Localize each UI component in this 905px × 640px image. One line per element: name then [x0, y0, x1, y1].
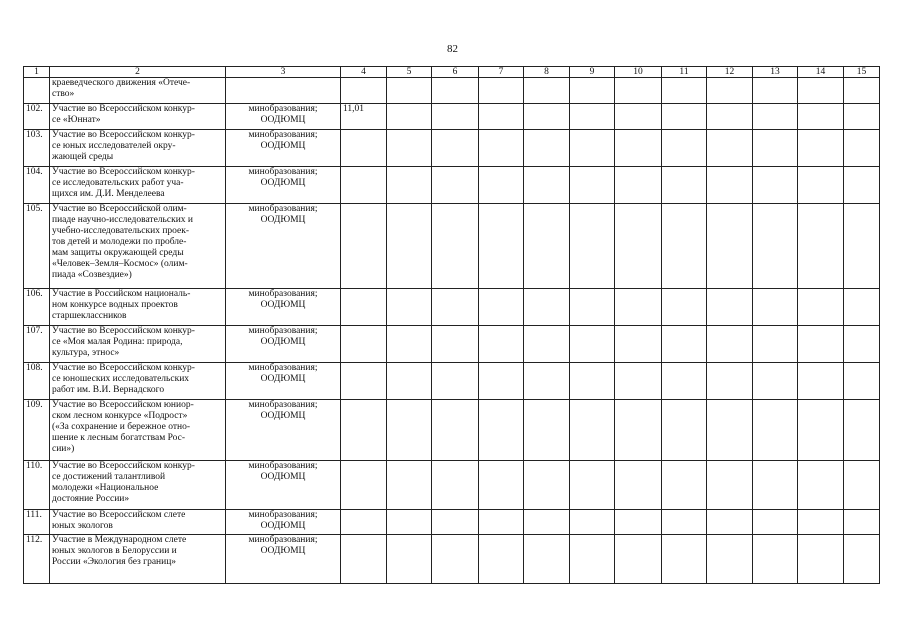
empty-cell-col-7 — [479, 400, 524, 461]
empty-cell-col-12 — [707, 326, 753, 363]
empty-cell-col-13 — [753, 535, 798, 584]
executor: минобразования; ООДЮМЦ — [226, 510, 341, 535]
value-col-4 — [341, 363, 387, 400]
value-col-4 — [341, 289, 387, 326]
empty-cell-col-10 — [615, 167, 662, 204]
empty-cell-col-5 — [387, 535, 432, 584]
empty-cell-col-5 — [387, 130, 432, 167]
empty-cell-col-7 — [479, 289, 524, 326]
empty-cell-col-10 — [615, 326, 662, 363]
empty-cell-col-7 — [479, 78, 524, 104]
empty-cell-col-7 — [479, 535, 524, 584]
empty-cell-col-13 — [753, 78, 798, 104]
empty-cell-col-11 — [662, 104, 707, 130]
row-number: 103. — [24, 130, 50, 167]
value-col-4 — [341, 78, 387, 104]
empty-cell-col-6 — [432, 167, 479, 204]
empty-cell-col-9 — [570, 289, 615, 326]
empty-cell-col-15 — [844, 510, 880, 535]
table-row — [24, 535, 880, 584]
empty-cell-col-7 — [479, 510, 524, 535]
empty-cell-col-9 — [570, 400, 615, 461]
empty-cell-col-8 — [524, 104, 570, 130]
empty-cell-col-11 — [662, 400, 707, 461]
table-row — [24, 78, 880, 104]
empty-cell-col-12 — [707, 510, 753, 535]
empty-cell-col-14 — [798, 461, 844, 510]
empty-cell-col-8 — [524, 363, 570, 400]
column-header-3: 3 — [226, 67, 341, 78]
empty-cell-col-11 — [662, 363, 707, 400]
empty-cell-col-9 — [570, 535, 615, 584]
activity-name: Участие в Международном слете юных экологов в Белоруссии и России «Экология без границ» — [50, 535, 226, 584]
empty-cell-col-13 — [753, 289, 798, 326]
value-col-4 — [341, 204, 387, 289]
row-number: 107. — [24, 326, 50, 363]
empty-cell-col-9 — [570, 326, 615, 363]
empty-cell-col-14 — [798, 130, 844, 167]
empty-cell-col-15 — [844, 104, 880, 130]
activity-name: Участие во Всероссийской олим- пиаде научно-исследовательских и учебно-исследовательских проек- тов детей и молодежи по пробле- мам защиты окружающей среды «Человек–Земля–Космос» (олим- пиада «Созвездие») — [50, 204, 226, 289]
column-header-6: 6 — [432, 67, 479, 78]
empty-cell-col-12 — [707, 461, 753, 510]
empty-cell-col-11 — [662, 130, 707, 167]
executor: минобразования; ООДЮМЦ — [226, 461, 341, 510]
activity-name: Участие во Всероссийском конкур- се исследовательских работ уча- щихся им. Д.И. Менделеева — [50, 167, 226, 204]
empty-cell-col-14 — [798, 535, 844, 584]
executor — [226, 78, 341, 104]
column-header-15: 15 — [844, 67, 880, 78]
column-header-12: 12 — [707, 67, 753, 78]
empty-cell-col-13 — [753, 130, 798, 167]
empty-cell-col-15 — [844, 204, 880, 289]
empty-cell-col-6 — [432, 130, 479, 167]
empty-cell-col-11 — [662, 167, 707, 204]
column-header-9: 9 — [570, 67, 615, 78]
empty-cell-col-9 — [570, 461, 615, 510]
empty-cell-col-8 — [524, 535, 570, 584]
empty-cell-col-15 — [844, 461, 880, 510]
empty-cell-col-10 — [615, 461, 662, 510]
column-header-2: 2 — [50, 67, 226, 78]
table-row — [24, 400, 880, 461]
empty-cell-col-12 — [707, 130, 753, 167]
empty-cell-col-13 — [753, 461, 798, 510]
empty-cell-col-6 — [432, 78, 479, 104]
empty-cell-col-6 — [432, 535, 479, 584]
activity-name: краеведческого движения «Отече- ство» — [50, 78, 226, 104]
empty-cell-col-9 — [570, 363, 615, 400]
value-col-4 — [341, 461, 387, 510]
empty-cell-col-12 — [707, 104, 753, 130]
empty-cell-col-14 — [798, 78, 844, 104]
empty-cell-col-9 — [570, 130, 615, 167]
empty-cell-col-14 — [798, 204, 844, 289]
empty-cell-col-5 — [387, 289, 432, 326]
empty-cell-col-15 — [844, 363, 880, 400]
activity-name: Участие во Всероссийском конкур- се юношеских исследовательских работ им. В.И. Вернадского — [50, 363, 226, 400]
empty-cell-col-6 — [432, 204, 479, 289]
empty-cell-col-11 — [662, 289, 707, 326]
empty-cell-col-10 — [615, 289, 662, 326]
empty-cell-col-15 — [844, 130, 880, 167]
empty-cell-col-10 — [615, 130, 662, 167]
table-row — [24, 130, 880, 167]
empty-cell-col-9 — [570, 104, 615, 130]
activity-name: Участие во Всероссийском конкур- се юных исследователей окру- жающей среды — [50, 130, 226, 167]
empty-cell-col-11 — [662, 78, 707, 104]
empty-cell-col-11 — [662, 461, 707, 510]
executor: минобразования; ООДЮМЦ — [226, 363, 341, 400]
column-header-13: 13 — [753, 67, 798, 78]
empty-cell-col-11 — [662, 204, 707, 289]
empty-cell-col-6 — [432, 461, 479, 510]
column-header-8: 8 — [524, 67, 570, 78]
empty-cell-col-5 — [387, 326, 432, 363]
empty-cell-col-14 — [798, 363, 844, 400]
empty-cell-col-11 — [662, 510, 707, 535]
header-row — [24, 67, 880, 78]
empty-cell-col-14 — [798, 510, 844, 535]
table-row — [24, 104, 880, 130]
empty-cell-col-7 — [479, 326, 524, 363]
empty-cell-col-13 — [753, 400, 798, 461]
empty-cell-col-13 — [753, 363, 798, 400]
empty-cell-col-10 — [615, 78, 662, 104]
column-header-1: 1 — [24, 67, 50, 78]
row-number: 106. — [24, 289, 50, 326]
value-col-4: 11,01 — [341, 104, 387, 130]
column-header-11: 11 — [662, 67, 707, 78]
row-number: 108. — [24, 363, 50, 400]
empty-cell-col-12 — [707, 289, 753, 326]
empty-cell-col-5 — [387, 78, 432, 104]
executor: минобразования; ООДЮМЦ — [226, 130, 341, 167]
empty-cell-col-12 — [707, 204, 753, 289]
empty-cell-col-6 — [432, 400, 479, 461]
table-body — [24, 78, 880, 584]
empty-cell-col-10 — [615, 400, 662, 461]
row-number: 102. — [24, 104, 50, 130]
executor: минобразования; ООДЮМЦ — [226, 204, 341, 289]
empty-cell-col-13 — [753, 204, 798, 289]
empty-cell-col-12 — [707, 363, 753, 400]
empty-cell-col-11 — [662, 326, 707, 363]
value-col-4 — [341, 400, 387, 461]
column-header-14: 14 — [798, 67, 844, 78]
empty-cell-col-15 — [844, 78, 880, 104]
empty-cell-col-10 — [615, 510, 662, 535]
empty-cell-col-7 — [479, 104, 524, 130]
empty-cell-col-5 — [387, 461, 432, 510]
column-header-5: 5 — [387, 67, 432, 78]
row-number: 111. — [24, 510, 50, 535]
empty-cell-col-9 — [570, 167, 615, 204]
empty-cell-col-13 — [753, 326, 798, 363]
table-row — [24, 326, 880, 363]
empty-cell-col-12 — [707, 400, 753, 461]
value-col-4 — [341, 130, 387, 167]
row-number: 104. — [24, 167, 50, 204]
activity-name: Участие во Всероссийском слете юных экологов — [50, 510, 226, 535]
empty-cell-col-5 — [387, 104, 432, 130]
empty-cell-col-6 — [432, 104, 479, 130]
activity-name: Участие во Всероссийском конкур- се достижений талантливой молодежи «Национальное достояние России» — [50, 461, 226, 510]
empty-cell-col-13 — [753, 510, 798, 535]
activity-name: Участие во Всероссийском юниор- ском лесном конкурсе «Подрост» («За сохранение и бережное отно- шение к лесным богатствам Рос- сии») — [50, 400, 226, 461]
empty-cell-col-15 — [844, 289, 880, 326]
row-number: 110. — [24, 461, 50, 510]
table-row — [24, 363, 880, 400]
empty-cell-col-15 — [844, 400, 880, 461]
page-number: 82 — [447, 43, 458, 55]
empty-cell-col-12 — [707, 167, 753, 204]
program-table — [23, 66, 880, 584]
activity-name: Участие во Всероссийском конкур- се «Моя малая Родина: природа, культура, этнос» — [50, 326, 226, 363]
empty-cell-col-8 — [524, 130, 570, 167]
executor: минобразования; ООДЮМЦ — [226, 167, 341, 204]
executor: минобразования; ООДЮМЦ — [226, 535, 341, 584]
table-row — [24, 461, 880, 510]
empty-cell-col-11 — [662, 535, 707, 584]
value-col-4 — [341, 510, 387, 535]
empty-cell-col-10 — [615, 204, 662, 289]
activity-name: Участие во Всероссийском конкур- се «Юннат» — [50, 104, 226, 130]
executor: минобразования; ООДЮМЦ — [226, 326, 341, 363]
empty-cell-col-8 — [524, 461, 570, 510]
executor: минобразования; ООДЮМЦ — [226, 289, 341, 326]
row-number — [24, 78, 50, 104]
empty-cell-col-14 — [798, 104, 844, 130]
empty-cell-col-10 — [615, 104, 662, 130]
empty-cell-col-8 — [524, 204, 570, 289]
empty-cell-col-13 — [753, 104, 798, 130]
empty-cell-col-10 — [615, 363, 662, 400]
column-header-7: 7 — [479, 67, 524, 78]
empty-cell-col-8 — [524, 78, 570, 104]
activity-name: Участие в Российском националь- ном конкурсе водных проектов старшеклассников — [50, 289, 226, 326]
empty-cell-col-8 — [524, 167, 570, 204]
value-col-4 — [341, 167, 387, 204]
empty-cell-col-7 — [479, 167, 524, 204]
empty-cell-col-5 — [387, 363, 432, 400]
empty-cell-col-14 — [798, 289, 844, 326]
empty-cell-col-7 — [479, 363, 524, 400]
empty-cell-col-5 — [387, 204, 432, 289]
empty-cell-col-12 — [707, 535, 753, 584]
empty-cell-col-8 — [524, 510, 570, 535]
row-number: 105. — [24, 204, 50, 289]
row-number: 112. — [24, 535, 50, 584]
empty-cell-col-5 — [387, 167, 432, 204]
value-col-4 — [341, 535, 387, 584]
empty-cell-col-15 — [844, 535, 880, 584]
empty-cell-col-15 — [844, 167, 880, 204]
table-row — [24, 289, 880, 326]
value-col-4 — [341, 326, 387, 363]
column-header-10: 10 — [615, 67, 662, 78]
empty-cell-col-8 — [524, 326, 570, 363]
table-row — [24, 510, 880, 535]
empty-cell-col-10 — [615, 535, 662, 584]
empty-cell-col-15 — [844, 326, 880, 363]
executor: минобразования; ООДЮМЦ — [226, 104, 341, 130]
empty-cell-col-5 — [387, 400, 432, 461]
empty-cell-col-6 — [432, 510, 479, 535]
column-header-4: 4 — [341, 67, 387, 78]
empty-cell-col-9 — [570, 204, 615, 289]
empty-cell-col-7 — [479, 461, 524, 510]
table-row — [24, 167, 880, 204]
empty-cell-col-8 — [524, 289, 570, 326]
empty-cell-col-6 — [432, 326, 479, 363]
row-number: 109. — [24, 400, 50, 461]
empty-cell-col-13 — [753, 167, 798, 204]
executor: минобразования; ООДЮМЦ — [226, 400, 341, 461]
empty-cell-col-8 — [524, 400, 570, 461]
empty-cell-col-14 — [798, 167, 844, 204]
empty-cell-col-9 — [570, 78, 615, 104]
empty-cell-col-7 — [479, 204, 524, 289]
empty-cell-col-5 — [387, 510, 432, 535]
table-row — [24, 204, 880, 289]
empty-cell-col-6 — [432, 289, 479, 326]
empty-cell-col-14 — [798, 400, 844, 461]
empty-cell-col-14 — [798, 326, 844, 363]
empty-cell-col-12 — [707, 78, 753, 104]
empty-cell-col-9 — [570, 510, 615, 535]
empty-cell-col-6 — [432, 363, 479, 400]
empty-cell-col-7 — [479, 130, 524, 167]
